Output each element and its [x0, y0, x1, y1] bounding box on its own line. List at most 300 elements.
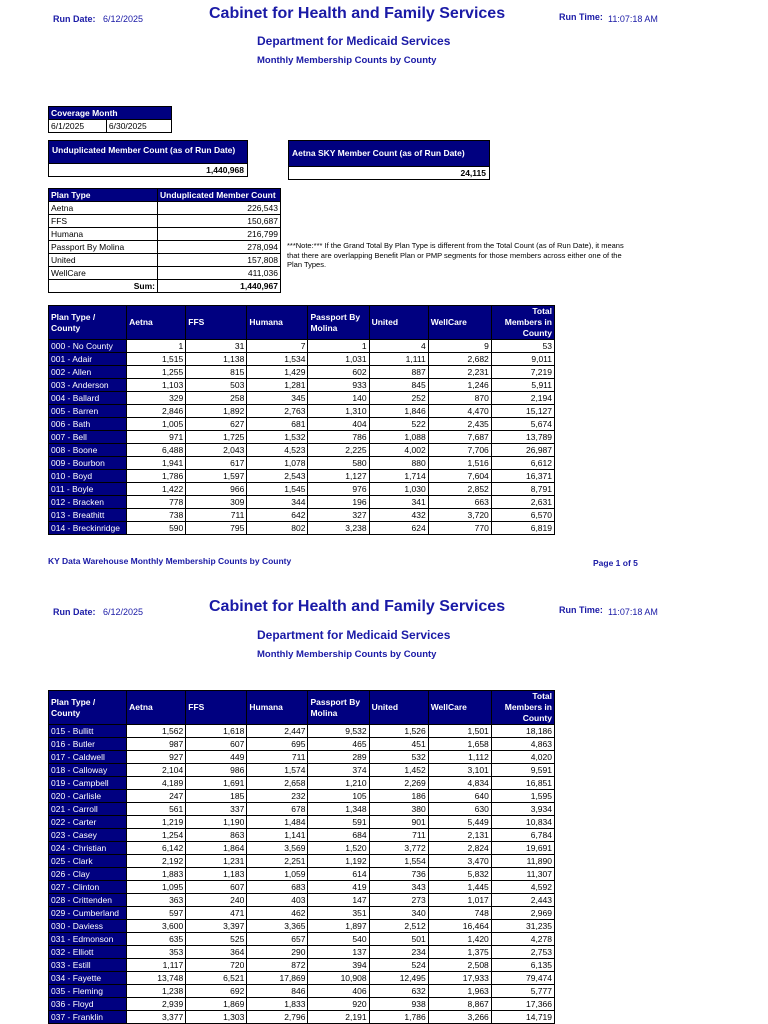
- county-cell: 1,254: [127, 829, 186, 842]
- county-cell: 1,515: [127, 353, 186, 366]
- plan-type-county-header: Plan Type / County: [49, 306, 127, 340]
- county-cell: 79,474: [491, 972, 554, 985]
- county-cell: 345: [247, 392, 308, 405]
- county-cell: 1,183: [186, 868, 247, 881]
- county-cell: 681: [247, 418, 308, 431]
- county-row: [49, 985, 555, 998]
- united-header: United: [369, 306, 428, 340]
- county-cell: 137: [308, 946, 369, 959]
- department-subtitle: Department for Medicaid Services: [257, 34, 451, 48]
- county-cell: 1,725: [186, 431, 247, 444]
- county-row: [49, 457, 555, 470]
- county-cell: 986: [186, 764, 247, 777]
- county-cell: 12,495: [369, 972, 428, 985]
- county-cell: 465: [308, 738, 369, 751]
- county-cell: 870: [428, 392, 491, 405]
- county-cell: 736: [369, 868, 428, 881]
- sum-value: 1,440,967: [158, 280, 281, 293]
- county-cell: 624: [369, 522, 428, 535]
- run-time-value-2: 11:07:18 AM: [608, 607, 658, 617]
- passport-header: Passport By Molina: [308, 306, 369, 340]
- county-cell: 2,225: [308, 444, 369, 457]
- county-row: [49, 405, 555, 418]
- county-row: [49, 998, 555, 1011]
- county-cell: 720: [186, 959, 247, 972]
- county-cell: 9,532: [308, 725, 369, 738]
- run-date-label: Run Date:: [53, 14, 96, 24]
- county-cell: 6,570: [491, 509, 554, 522]
- county-name: 011 - Boyle: [49, 483, 127, 496]
- county-row: [49, 379, 555, 392]
- county-cell: 394: [308, 959, 369, 972]
- county-name: 006 - Bath: [49, 418, 127, 431]
- county-cell: 1,941: [127, 457, 186, 470]
- ffs-header: FFS: [186, 306, 247, 340]
- county-cell: 2,251: [247, 855, 308, 868]
- county-cell: 711: [186, 509, 247, 522]
- county-cell: 1,516: [428, 457, 491, 470]
- county-cell: 1,501: [428, 725, 491, 738]
- county-cell: 17,933: [428, 972, 491, 985]
- county-cell: 2,043: [186, 444, 247, 457]
- county-cell: 627: [186, 418, 247, 431]
- footer-left: KY Data Warehouse Monthly Membership Counts by County: [48, 556, 292, 566]
- page-number: Page 1 of 5: [593, 558, 638, 568]
- county-cell: 18,186: [491, 725, 554, 738]
- plan-count: 150,687: [158, 215, 281, 228]
- county-cell: 503: [186, 379, 247, 392]
- county-cell: 614: [308, 868, 369, 881]
- county-cell: 2,969: [491, 907, 554, 920]
- county-cell: 770: [428, 522, 491, 535]
- county-cell: 1,691: [186, 777, 247, 790]
- county-row: [49, 777, 555, 790]
- county-cell: 2,846: [127, 405, 186, 418]
- county-cell: 4: [369, 340, 428, 353]
- county-row: [49, 816, 555, 829]
- county-name: 034 - Fayette: [49, 972, 127, 985]
- county-cell: 845: [369, 379, 428, 392]
- county-cell: 5,449: [428, 816, 491, 829]
- county-cell: 2,191: [308, 1011, 369, 1024]
- county-cell: 522: [369, 418, 428, 431]
- county-name: 017 - Caldwell: [49, 751, 127, 764]
- county-cell: 240: [186, 894, 247, 907]
- county-cell: 290: [247, 946, 308, 959]
- county-name: 004 - Ballard: [49, 392, 127, 405]
- county-row: [49, 392, 555, 405]
- county-cell: 258: [186, 392, 247, 405]
- county-cell: 232: [247, 790, 308, 803]
- county-cell: 14,719: [491, 1011, 554, 1024]
- county-cell: 1,246: [428, 379, 491, 392]
- county-cell: 13,789: [491, 431, 554, 444]
- county-cell: 374: [308, 764, 369, 777]
- county-cell: 938: [369, 998, 428, 1011]
- county-cell: 2,192: [127, 855, 186, 868]
- county-cell: 53: [491, 340, 554, 353]
- unduplicated-count-label: Unduplicated Member Count (as of Run Date): [48, 140, 248, 164]
- county-cell: 4,470: [428, 405, 491, 418]
- plan-count: 278,094: [158, 241, 281, 254]
- county-cell: 1,238: [127, 985, 186, 998]
- county-name: 012 - Bracken: [49, 496, 127, 509]
- county-name: 030 - Daviess: [49, 920, 127, 933]
- county-cell: 5,832: [428, 868, 491, 881]
- county-cell: 532: [369, 751, 428, 764]
- county-cell: 329: [127, 392, 186, 405]
- county-cell: 3,600: [127, 920, 186, 933]
- county-cell: 9,591: [491, 764, 554, 777]
- aetna-header: Aetna: [127, 691, 186, 725]
- county-cell: 684: [308, 829, 369, 842]
- county-cell: 26,987: [491, 444, 554, 457]
- county-name: 029 - Cumberland: [49, 907, 127, 920]
- run-time-label-2: Run Time:: [559, 605, 603, 615]
- county-cell: 11,890: [491, 855, 554, 868]
- county-cell: 16,464: [428, 920, 491, 933]
- county-cell: 607: [186, 738, 247, 751]
- county-cell: 966: [186, 483, 247, 496]
- plan-count: 226,543: [158, 202, 281, 215]
- unduplicated-count-header: Unduplicated Member Count: [158, 189, 281, 202]
- passport-header: Passport By Molina: [308, 691, 369, 725]
- coverage-month-header: Coverage Month: [49, 107, 172, 120]
- county-cell: 13,748: [127, 972, 186, 985]
- county-cell: 2,231: [428, 366, 491, 379]
- county-row: [49, 803, 555, 816]
- county-cell: 1,534: [247, 353, 308, 366]
- run-date-label-2: Run Date:: [53, 607, 96, 617]
- county-cell: 273: [369, 894, 428, 907]
- county-cell: 1,545: [247, 483, 308, 496]
- county-cell: 802: [247, 522, 308, 535]
- county-cell: 2,131: [428, 829, 491, 842]
- county-cell: 31: [186, 340, 247, 353]
- county-cell: 185: [186, 790, 247, 803]
- county-name: 027 - Clinton: [49, 881, 127, 894]
- county-cell: 815: [186, 366, 247, 379]
- county-cell: 1,554: [369, 855, 428, 868]
- county-cell: 748: [428, 907, 491, 920]
- county-cell: 6,784: [491, 829, 554, 842]
- county-row: [49, 790, 555, 803]
- county-cell: 247: [127, 790, 186, 803]
- unduplicated-count-value: 1,440,968: [48, 164, 248, 177]
- county-row: [49, 1011, 555, 1024]
- county-name: 008 - Boone: [49, 444, 127, 457]
- county-row: [49, 829, 555, 842]
- plan-row: [49, 254, 281, 267]
- county-cell: 17,366: [491, 998, 554, 1011]
- county-cell: 16,851: [491, 777, 554, 790]
- county-cell: 344: [247, 496, 308, 509]
- county-cell: 1,520: [308, 842, 369, 855]
- plan-name: WellCare: [49, 267, 158, 280]
- county-cell: 501: [369, 933, 428, 946]
- county-cell: 1,117: [127, 959, 186, 972]
- county-cell: 8,867: [428, 998, 491, 1011]
- county-cell: 471: [186, 907, 247, 920]
- county-cell: 2,852: [428, 483, 491, 496]
- county-cell: 1,892: [186, 405, 247, 418]
- county-cell: 196: [308, 496, 369, 509]
- county-cell: 561: [127, 803, 186, 816]
- county-cell: 1,078: [247, 457, 308, 470]
- county-cell: 6,612: [491, 457, 554, 470]
- unduplicated-count-box: [48, 140, 248, 177]
- county-cell: 602: [308, 366, 369, 379]
- county-cell: 933: [308, 379, 369, 392]
- county-name: 026 - Clay: [49, 868, 127, 881]
- county-cell: 341: [369, 496, 428, 509]
- county-cell: 2,447: [247, 725, 308, 738]
- county-cell: 3,470: [428, 855, 491, 868]
- county-cell: 778: [127, 496, 186, 509]
- county-cell: 353: [127, 946, 186, 959]
- county-cell: 1,127: [308, 470, 369, 483]
- county-name: 003 - Anderson: [49, 379, 127, 392]
- county-cell: 7,687: [428, 431, 491, 444]
- county-cell: 1,138: [186, 353, 247, 366]
- coverage-start: 6/1/2025: [49, 120, 107, 133]
- county-cell: 1,714: [369, 470, 428, 483]
- county-cell: 3,266: [428, 1011, 491, 1024]
- county-name: 025 - Clark: [49, 855, 127, 868]
- county-cell: 4,523: [247, 444, 308, 457]
- county-cell: 1,348: [308, 803, 369, 816]
- county-cell: 1,303: [186, 1011, 247, 1024]
- county-cell: 630: [428, 803, 491, 816]
- coverage-month-table: [48, 106, 172, 133]
- county-name: 014 - Breckinridge: [49, 522, 127, 535]
- county-name: 031 - Edmonson: [49, 933, 127, 946]
- county-cell: 289: [308, 751, 369, 764]
- county-cell: 1,219: [127, 816, 186, 829]
- plan-name: Humana: [49, 228, 158, 241]
- county-cell: 1,864: [186, 842, 247, 855]
- county-cell: 2,543: [247, 470, 308, 483]
- county-table-page-2: [48, 690, 555, 1024]
- county-cell: 3,365: [247, 920, 308, 933]
- county-cell: 1,833: [247, 998, 308, 1011]
- county-cell: 4,834: [428, 777, 491, 790]
- county-cell: 147: [308, 894, 369, 907]
- county-cell: 31,235: [491, 920, 554, 933]
- county-cell: 1,017: [428, 894, 491, 907]
- department-subtitle-2: Department for Medicaid Services: [257, 628, 451, 642]
- county-cell: 863: [186, 829, 247, 842]
- county-cell: 7,706: [428, 444, 491, 457]
- grand-total-note: ***Note:*** If the Grand Total By Plan Type is different from the Total Count (as of Run Date), it means that there are overlapping Benefit Plan or PMP segments for those members across either one of the Plan Types.: [287, 241, 624, 269]
- county-cell: 1,526: [369, 725, 428, 738]
- county-cell: 6,135: [491, 959, 554, 972]
- county-cell: 6,521: [186, 972, 247, 985]
- county-cell: 19,691: [491, 842, 554, 855]
- county-row: [49, 907, 555, 920]
- county-cell: 987: [127, 738, 186, 751]
- county-cell: 351: [308, 907, 369, 920]
- county-cell: 880: [369, 457, 428, 470]
- county-cell: 640: [428, 790, 491, 803]
- county-cell: 1,562: [127, 725, 186, 738]
- plan-count: 411,036: [158, 267, 281, 280]
- county-cell: 4,002: [369, 444, 428, 457]
- county-cell: 340: [369, 907, 428, 920]
- page-title: Cabinet for Health and Family Services: [209, 5, 506, 22]
- ffs-header: FFS: [186, 691, 247, 725]
- county-table-page-1: [48, 305, 555, 535]
- county-cell: 17,869: [247, 972, 308, 985]
- plan-row: [49, 202, 281, 215]
- county-cell: 7,219: [491, 366, 554, 379]
- county-cell: 343: [369, 881, 428, 894]
- county-name: 001 - Adair: [49, 353, 127, 366]
- county-cell: 449: [186, 751, 247, 764]
- county-cell: 403: [247, 894, 308, 907]
- county-row: [49, 444, 555, 457]
- county-cell: 404: [308, 418, 369, 431]
- county-cell: 4,863: [491, 738, 554, 751]
- county-name: 009 - Bourbon: [49, 457, 127, 470]
- county-cell: 4,278: [491, 933, 554, 946]
- county-cell: 6,819: [491, 522, 554, 535]
- county-cell: 795: [186, 522, 247, 535]
- plan-count: 216,799: [158, 228, 281, 241]
- total-members-header: Total Members in County: [491, 306, 554, 340]
- county-name: 022 - Carter: [49, 816, 127, 829]
- county-cell: 2,269: [369, 777, 428, 790]
- county-cell: 786: [308, 431, 369, 444]
- plan-row: [49, 241, 281, 254]
- county-cell: 3,377: [127, 1011, 186, 1024]
- county-cell: 419: [308, 881, 369, 894]
- county-cell: 887: [369, 366, 428, 379]
- plan-name: Passport By Molina: [49, 241, 158, 254]
- county-cell: 10,908: [308, 972, 369, 985]
- county-cell: 6,142: [127, 842, 186, 855]
- county-cell: 3,397: [186, 920, 247, 933]
- county-cell: 1,595: [491, 790, 554, 803]
- county-name: 013 - Breathitt: [49, 509, 127, 522]
- plan-row: [49, 215, 281, 228]
- county-row: [49, 855, 555, 868]
- wellcare-header: WellCare: [428, 691, 491, 725]
- county-cell: 2,753: [491, 946, 554, 959]
- county-name: 016 - Butler: [49, 738, 127, 751]
- county-cell: 3,720: [428, 509, 491, 522]
- county-cell: 1,281: [247, 379, 308, 392]
- county-name: 032 - Elliott: [49, 946, 127, 959]
- total-members-header: Total Members in County: [491, 691, 554, 725]
- county-name: 037 - Franklin: [49, 1011, 127, 1024]
- county-name: 000 - No County: [49, 340, 127, 353]
- county-cell: 1,658: [428, 738, 491, 751]
- county-cell: 1,030: [369, 483, 428, 496]
- county-cell: 632: [369, 985, 428, 998]
- county-cell: 607: [186, 881, 247, 894]
- run-date-value-2: 6/12/2025: [103, 607, 144, 617]
- plan-type-county-header: Plan Type / County: [49, 691, 127, 725]
- county-cell: 1,103: [127, 379, 186, 392]
- county-row: [49, 496, 555, 509]
- county-cell: 657: [247, 933, 308, 946]
- county-cell: 1,422: [127, 483, 186, 496]
- county-cell: 140: [308, 392, 369, 405]
- county-cell: 846: [247, 985, 308, 998]
- county-row: [49, 959, 555, 972]
- county-cell: 7,604: [428, 470, 491, 483]
- run-date-value: 6/12/2025: [103, 14, 144, 24]
- county-name: 010 - Boyd: [49, 470, 127, 483]
- county-cell: 234: [369, 946, 428, 959]
- county-cell: 3,772: [369, 842, 428, 855]
- county-row: [49, 418, 555, 431]
- county-cell: 1,255: [127, 366, 186, 379]
- county-cell: 1,532: [247, 431, 308, 444]
- county-cell: 4,189: [127, 777, 186, 790]
- county-cell: 1,484: [247, 816, 308, 829]
- county-row: [49, 933, 555, 946]
- county-row: [49, 431, 555, 444]
- county-cell: 1,088: [369, 431, 428, 444]
- county-cell: 363: [127, 894, 186, 907]
- county-cell: 10,834: [491, 816, 554, 829]
- county-cell: 1,141: [247, 829, 308, 842]
- county-cell: 1,059: [247, 868, 308, 881]
- county-cell: 2,763: [247, 405, 308, 418]
- county-cell: 663: [428, 496, 491, 509]
- county-row: [49, 842, 555, 855]
- county-cell: 540: [308, 933, 369, 946]
- county-row: [49, 522, 555, 535]
- county-cell: 1,618: [186, 725, 247, 738]
- county-cell: 337: [186, 803, 247, 816]
- county-cell: 9,011: [491, 353, 554, 366]
- county-cell: 591: [308, 816, 369, 829]
- plan-row: [49, 267, 281, 280]
- county-cell: 6,488: [127, 444, 186, 457]
- county-row: [49, 868, 555, 881]
- county-cell: 451: [369, 738, 428, 751]
- county-cell: 5,911: [491, 379, 554, 392]
- county-row: [49, 725, 555, 738]
- aetna-header: Aetna: [127, 306, 186, 340]
- plan-row: [49, 228, 281, 241]
- county-cell: 1,869: [186, 998, 247, 1011]
- plan-name: FFS: [49, 215, 158, 228]
- county-cell: 3,569: [247, 842, 308, 855]
- county-cell: 695: [247, 738, 308, 751]
- county-cell: 1,111: [369, 353, 428, 366]
- county-cell: 309: [186, 496, 247, 509]
- county-cell: 872: [247, 959, 308, 972]
- county-name: 002 - Allen: [49, 366, 127, 379]
- county-cell: 580: [308, 457, 369, 470]
- county-cell: 1,897: [308, 920, 369, 933]
- county-cell: 2,104: [127, 764, 186, 777]
- united-header: United: [369, 691, 428, 725]
- county-name: 035 - Fleming: [49, 985, 127, 998]
- county-cell: 635: [127, 933, 186, 946]
- county-name: 033 - Estill: [49, 959, 127, 972]
- coverage-end: 6/30/2025: [106, 120, 171, 133]
- county-name: 021 - Carroll: [49, 803, 127, 816]
- aetna-sky-count-value: 24,115: [288, 167, 490, 180]
- run-time-label: Run Time:: [559, 12, 603, 22]
- county-row: [49, 340, 555, 353]
- county-cell: 901: [369, 816, 428, 829]
